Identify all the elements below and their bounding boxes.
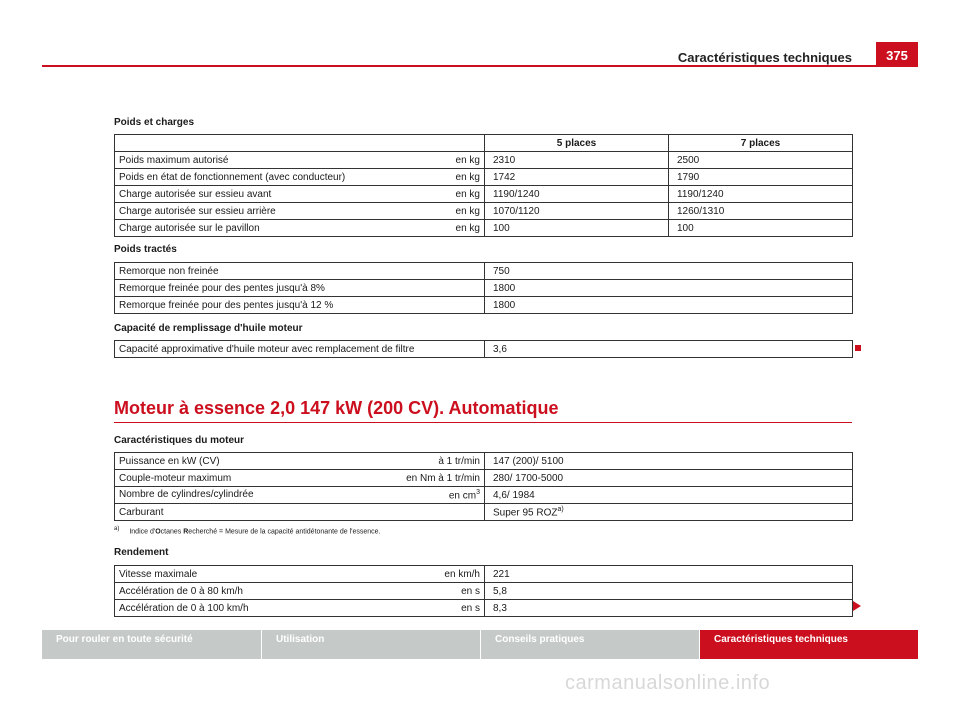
performance-title: Rendement: [114, 547, 169, 558]
table-row: [115, 487, 853, 504]
row-label: Accélération de 0 à 100 km/h: [119, 602, 249, 614]
row-value: Super 95 ROZ: [493, 507, 558, 519]
performance-table: [114, 565, 853, 617]
footnote: [114, 526, 381, 535]
footnote-text: ctanes: [160, 528, 184, 536]
footnote-initial: O: [155, 528, 161, 536]
table-row: [115, 280, 853, 297]
row-unit: en s: [461, 585, 480, 597]
table-row: [115, 470, 853, 487]
row-unit: en cm: [448, 490, 477, 502]
row-label: Remorque freinée pour des pentes jusqu'à 8%: [115, 280, 485, 297]
footnote-mark: a): [114, 526, 120, 532]
oil-title: Capacité de remplissage d'huile moteur: [114, 323, 303, 334]
row-value: 280/ 1700-5000: [485, 470, 853, 487]
footnote-text: Indice d': [129, 528, 156, 536]
value-7-places: 2500: [669, 152, 853, 169]
weights-title: Poids et charges: [114, 117, 195, 128]
continue-arrow-icon: [853, 601, 861, 611]
towing-title: Poids tractés: [114, 244, 177, 255]
row-unit: en kg: [455, 205, 480, 217]
heading-rule: [114, 422, 852, 423]
row-value: 750: [485, 263, 853, 280]
row-label: Charge autorisée sur essieu arrière: [119, 205, 276, 217]
row-label: Poids maximum autorisé: [119, 154, 229, 166]
footer-nav: [42, 630, 918, 659]
row-value: 3,6: [485, 341, 853, 358]
tab-pour-rouler-en-toute-securite[interactable]: Pour rouler en toute sécurité: [42, 630, 261, 659]
row-unit: en kg: [455, 171, 480, 183]
row-unit: en kg: [455, 188, 480, 200]
value-7-places: 100: [669, 220, 853, 237]
value-5-places: 1070/1120: [485, 203, 669, 220]
tab-caracteristiques-techniques[interactable]: Caractéristiques techniques: [699, 630, 918, 659]
table-row: [115, 453, 853, 470]
page-number: 375: [876, 42, 918, 67]
row-unit: en s: [461, 602, 480, 614]
table-row: [115, 297, 853, 314]
column-header-7-places: 7 places: [669, 135, 853, 152]
engine-heading: Moteur à essence 2,0 147 kW (200 CV). Automatique: [114, 398, 559, 418]
table-header-row: [115, 135, 853, 152]
row-label: Charge autorisée sur le pavillon: [119, 222, 260, 234]
towing-table: [114, 262, 853, 314]
row-label: Poids en état de fonctionnement (avec conducteur): [119, 171, 346, 183]
engine-title: Caractéristiques du moteur: [114, 435, 245, 446]
table-row: [115, 566, 853, 583]
row-value: 5,8: [485, 583, 853, 600]
row-unit: en kg: [455, 222, 480, 234]
row-value: 8,3: [485, 600, 853, 617]
section-title: Caractéristiques techniques: [677, 50, 852, 65]
header-rule: [42, 65, 918, 67]
table-row: [115, 169, 853, 186]
row-value: 1800: [485, 280, 853, 297]
value-5-places: 2310: [485, 152, 669, 169]
row-unit: en Nm à 1 tr/min: [406, 472, 480, 484]
row-label: Carburant: [119, 506, 164, 518]
footnote-reference: a): [557, 505, 564, 513]
tab-utilisation[interactable]: Utilisation: [261, 630, 480, 659]
row-label: Nombre de cylindres/cylindrée: [119, 488, 254, 500]
row-unit-wrap: [449, 489, 480, 501]
row-value: 4,6/ 1984: [485, 487, 853, 504]
weights-table: [114, 134, 853, 237]
table-row: [115, 341, 853, 358]
engine-table: [114, 452, 853, 521]
value-5-places: 1190/1240: [485, 186, 669, 203]
row-label: Accélération de 0 à 80 km/h: [119, 585, 243, 597]
table-header-empty: [115, 135, 485, 152]
end-of-section-marker: [855, 345, 861, 351]
row-unit: en kg: [455, 154, 480, 166]
value-7-places: 1790: [669, 169, 853, 186]
row-label: Charge autorisée sur essieu avant: [119, 188, 272, 200]
table-row: [115, 220, 853, 237]
value-5-places: 100: [485, 220, 669, 237]
row-value: 221: [485, 566, 853, 583]
table-row: [115, 263, 853, 280]
table-row: [115, 152, 853, 169]
table-row: [115, 504, 853, 521]
row-value: 1800: [485, 297, 853, 314]
table-row: [115, 583, 853, 600]
unit-superscript: 3: [476, 488, 480, 496]
watermark: carmanualsonline.info: [565, 672, 771, 694]
column-header-5-places: 5 places: [485, 135, 669, 152]
row-label: Vitesse maximale: [119, 568, 198, 580]
row-label: Remorque non freinée: [115, 263, 485, 280]
row-label: Remorque freinée pour des pentes jusqu'à 12 %: [115, 297, 485, 314]
row-unit: en km/h: [444, 568, 480, 580]
value-7-places: 1260/1310: [669, 203, 853, 220]
footnote-initial: R: [183, 528, 189, 536]
row-unit: à 1 tr/min: [438, 455, 480, 467]
table-row: [115, 186, 853, 203]
row-label: Puissance en kW (CV): [119, 455, 220, 467]
table-row: [115, 203, 853, 220]
value-7-places: 1190/1240: [669, 186, 853, 203]
row-label: Capacité approximative d'huile moteur avec remplacement de filtre: [115, 341, 485, 358]
tab-conseils-pratiques[interactable]: Conseils pratiques: [480, 630, 699, 659]
value-5-places: 1742: [485, 169, 669, 186]
table-row: [115, 600, 853, 617]
oil-table: [114, 340, 853, 358]
footnote-text: echerché = Mesure de la capacité antidétonante de l'essence.: [188, 528, 381, 536]
row-label: Couple-moteur maximum: [119, 472, 232, 484]
row-value: 147 (200)/ 5100: [485, 453, 853, 470]
